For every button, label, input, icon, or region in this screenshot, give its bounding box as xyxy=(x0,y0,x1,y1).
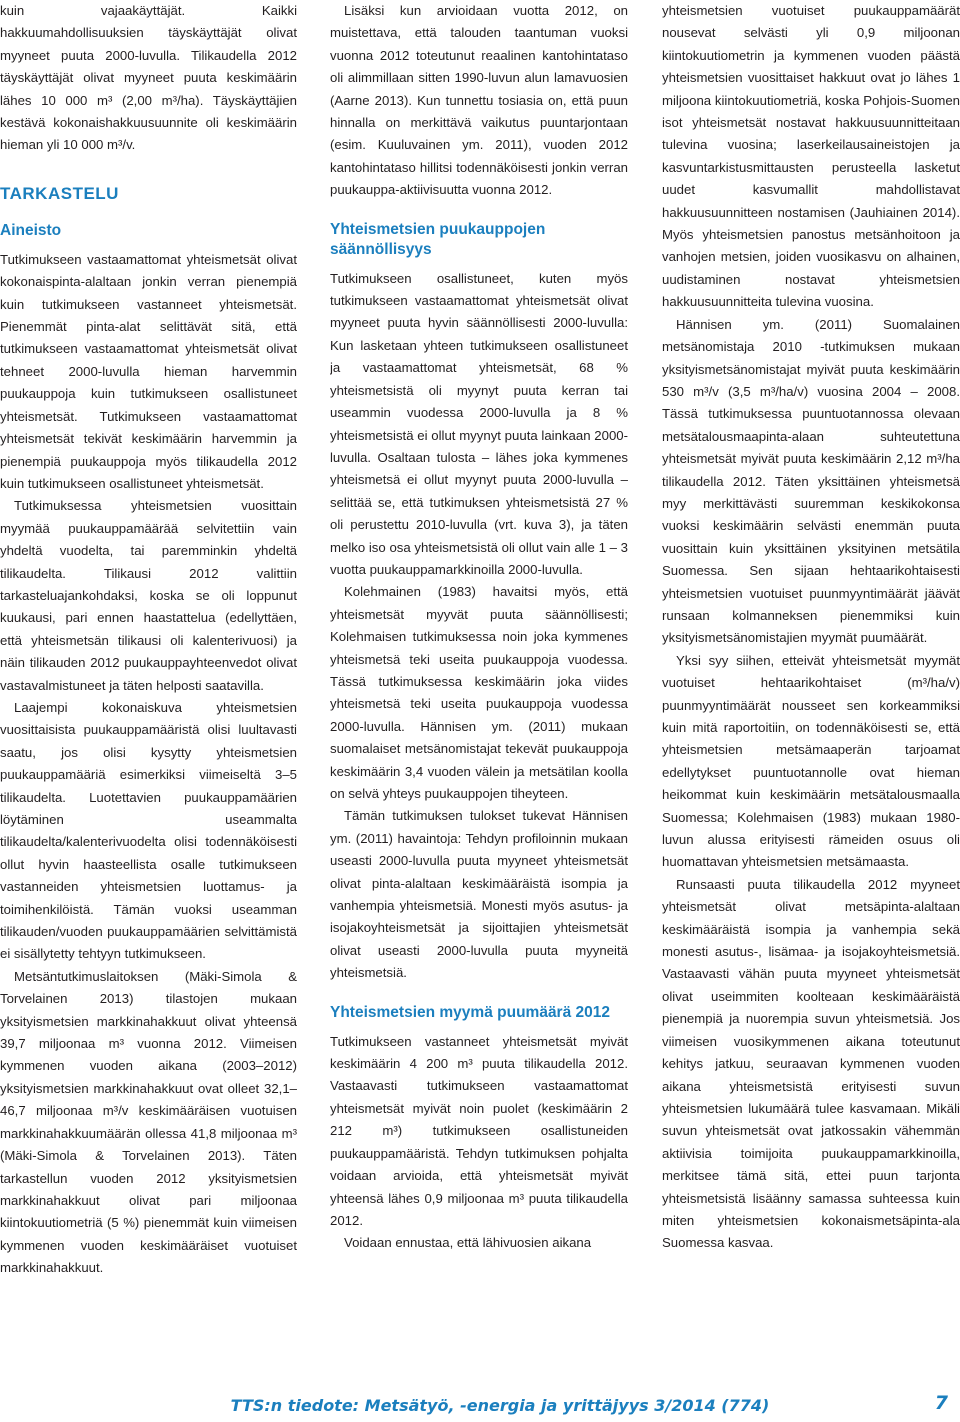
paragraph: Lisäksi kun arvioidaan vuotta 2012, on muistettava, että talouden taantuman vuoksi vuonna 2012 toteutunut reaalinen kantohintataso oli alimmillaan sitten 1990-luvun alun lamavuosien (Aarne 2013). Kun tunnettu tosiasia on, että puun hinnalla on merkittävä vaikutus puuntarjontaan (esim. Kuuluvainen ym. 2011), vuoden 2012 kantohintataso hillitsi todennäköisesti jonkin verran puukauppa-aktiivisuutta vuonna 2012. xyxy=(330,3,628,198)
page-footer xyxy=(0,1390,960,1420)
footer-publication-title: TTS:n tiedote: Metsätyö, -energia ja yrittäjyys 3/2014 (774) xyxy=(230,1396,770,1415)
paragraph: kuin vajaakäyttäjät. Kaikki hakkuumahdollisuuksien täyskäyttäjät olivat myyneet puuta 2000-luvulla. Tilikaudella 2012 täyskäyttäjät olivat myyneet puuta keskimäärin lähes 10 000 m³ (2,00 m³/ha). Täyskäyttäjien kestävä kokonaishakkuusuunnite oli keskimäärin hieman yli 10 000 m³/v. xyxy=(0,3,297,153)
paragraph: Laajempi kokonaiskuva yhteismetsien vuosittaisista puukauppamääristä olisi luultavasti saatu, jos olisi kysytty yhteismetsien puukauppamääriä esimerkiksi viimeiseltä 3–5 tilikaudelta. Luotettavien puukauppamäärien löytäminen useammalta tilikaudelta/kalenterivuodelta olisi todennäköisesti ollut hyvin haasteellista osalle tutkimukseen vastanneiden yhteismetsien luottamus- ja toimihenkilöistä. Tämän vuoksi useamman tilikauden/vuoden puukauppamäärien selvittämistä ei sisällytetty tehtyyn tutkimukseen. xyxy=(0,699,297,962)
subheading-puumaara: Yhteismetsien myymä puumäärä 2012 xyxy=(330,1003,610,1021)
paragraph: Kolehmainen (1983) havaitsi myös, että yhteismetsät myyvät puuta säännöllisesti; Kolehmaisen tutkimuksessa noin joka kymmenes yhteismetsä teki useita puukauppoja vuodessa. Tässä tutkimuksessa keskimäärin joka viides yhteismetsä teki useita puukauppoja vuodessa 2000-luvulla. Hännisen ym. (2011) mukaan suomalaiset metsänomistajat tekevät puukauppoja keskimäärin 3,4 vuoden välein ja metsätilan koolla on selvä yhteys puukauppojen tiheyteen. xyxy=(330,584,628,801)
page-number: 7 xyxy=(934,1392,948,1414)
paragraph: Tutkimukseen vastanneet yhteismetsät myivät keskimäärin 4 200 m³ puuta tilikaudella 2012. Vastaavasti tutkimukseen vastaamattomat yhteismetsät myivät noin puolet (keskimäärin 2 212 m³) tutkimukseen osallistuneiden puukauppamääristä. Tehdyn tutkimuksen pohjalta voidaan arvioida, että yhteismetsät myivät yhteensä lähes 0,9 miljoonaa m³ puuta tilikaudella 2012. xyxy=(330,1033,628,1228)
text-column-2 xyxy=(330,0,628,1340)
paragraph: Hännisen ym. (2011) Suomalainen metsänomistaja 2010 -tutkimuksen mukaan yksityismetsänomistajat myivät puuta keskimäärin 530 m³/v (3,5 m³/ha/v) vuosina 2004 – 2008. Tässä tutkimuksessa puuntuotannossa olevaan metsätalousmaapinta-alaan suhteutettuna yhteismetsät myivät puuta keskimäärin 2,12 m³/ha tilikaudella 2012. Täten yksittäinen yhteismetsä myy merkittävästi suuremman keskikokonsa vuoksi keskimäärin selvästi enemmän puuta vuosittain kuin yksittäinen yksityinen metsätila Suomessa. Sen sijaan hehtaarikohtaisesti yhteismetsien vuotuiset puunmyyntimäärät jäävät runsaan kolmanneksen pienemmiksi kuin yksityismetsänomistajien myymät puumäärät. xyxy=(662,316,960,646)
paragraph: Voidaan ennustaa, että lähivuosien aikana xyxy=(344,1235,592,1251)
paragraph: Metsäntutkimuslaitoksen (Mäki-Simola & Torvelainen 2013) tilastojen mukaan yksityismetsien markkinahakkuut olivat yhteensä 39,7 miljoonaa m³ vuonna 2012. Viimeisen kymmenen vuoden aikana (2003–2012) yksityismetsien markkinahakkuut ovat olleet 32,1–46,7 miljoonaa m³/v keskimääräisen vuotuisen markkinahakkuumäärän ollessa 41,8 miljoonaa m³ (Mäki-Simola & Torvelainen 2013). Täten tarkastellun vuoden 2012 yksityismetsien markkinahakkuut olivat pari miljoonaa kiintokuutiometriä (5 %) pienemmät kuin viimeisen kymmenen vuoden keskimääräiset vuotuiset markkinahakkuut. xyxy=(0,968,297,1276)
paragraph: Tutkimukseen vastaamattomat yhteismetsät olivat kokonaispinta-alaltaan jonkin verran pienempiä kuin tutkimukseen vastanneet yhteismetsät. Pienemmät pinta-alat selittävät sitä, että tutkimukseen vastaamattomat yhteismetsät olivat tehneet 2000-luvulla hieman harvemmin puukauppoja kuin tutkimukseen osallistuneet yhteismetsät. Tutkimukseen vastaamattomat yhteismetsät tekivät keskimäärin harvemmin ja pienempiä puukauppoja myös tilikaudella 2012 kuin tutkimukseen osallistuneet yhteismetsät. xyxy=(0,251,297,491)
subheading-aineisto: Aineisto xyxy=(0,221,62,239)
paragraph: yhteismetsien vuotuiset puukauppamäärät nousevat selvästi yli 0,9 miljoonan kiintokuutiometrin ja kymmenen vuoden päästä yhteismetsien vuosittaiset hakkuut ovat jo lähes 1 miljoona kiintokuutiometriä, koska Pohjois-Suomen isot yhteismetsät nostavat hakkuusuunnitteitaan tulevina vuosina; laserkeilausaineistojen ja kasvuntarkistusmittausten perusteella lasketut uudet kasvumallit mahdollistavat hakkuusuunnitteen nostamisen (Jauhiainen 2014). Myös yhteismetsien panostus metsänhoitoon ja vanhojen metsien, joiden vuosikasvu on alhainen, uudistaminen nostavat yhteismetsien hakkuusuunnitteita tulevina vuosina. xyxy=(662,3,960,310)
paragraph: Runsaasti puuta tilikaudella 2012 myyneet yhteismetsät olivat metsäpinta-alaltaan keskimääräistä isompia ja vanhempia sekä monesti asutus-, lisämaa- ja isojakoyhteismetsiä. Vastaavasti vähän puuta myyneet yhteismetsät olivat useimmiten koolteaan keskimääräistä pienempiä ja nuorempia suvun yhteismetsiä. Jos viimeisen vuosikymmenen aikana toteutunut kehitys jatkuu, seuraavan kymmenen vuoden aikana yhteismetsistä erityisesti suvun yhteismetsien lukumäärä tulee kasvamaan. Mikäli suvun yhteismetsät ovat jatkossakin vähemmän aktiivisia toimijoita puukauppamarkkinoilla, merkitsee tämä sitä, ettei puun tarjonta yhteismetsistä lisäänny samassa suhteessa kuin miten yhteismetsien kokonaismetsäpinta-ala Suomessa kasvaa. xyxy=(662,876,960,1251)
paragraph: Tutkimukseen osallistuneet, kuten myös tutkimukseen vastaamattomat yhteismetsät olivat myyneet puuta hyvin säännöllisesti 2000-luvulla: Kun lasketaan yhteen tutkimukseen osallistuneet ja vastaamattomat yhteismetsät, 68 % yhteismetsistä oli myynyt puuta kerran tai useammin vuodessa 2000-luvulla ja 8 % yhteismetsistä ei ollut myynyt puuta lainkaan 2000-luvulla. Osaltaan tulosta – lähes joka kymmenes yhteismetsä ei ollut myynyt puuta 2000-luvulla – selittää se, että tutkimuksen yhteismetsistä 27 % oli perustettu 2010-luvulla (vrt. kuva 3), ja täten melko iso osa yhteismetsistä oli ollut vain alle 1 – 3 vuotta puukauppamarkkinoilla 2000-luvulla. xyxy=(330,270,628,577)
subheading-saannollisyys: Yhteismetsien puukauppojen säännöllisyys xyxy=(330,220,546,258)
paragraph: Tutkimuksessa yhteismetsien vuosittain myymää puukauppamäärää selvitettiin vain yhdeltä vuodelta, tai paremminkin yhdeltä tilikaudelta. Tilikausi 2012 valittiin tarkasteluajankohdaksi, koska se oli loppunut kuukausi, pari ennen haastattelua (edellyttäen, että yhteismetsän tilikausi oli kalenterivuosi) ja näin tilikauden 2012 puukauppayhteenvedot olivat vastavalmistuneet ja täten helposti saatavilla. xyxy=(0,498,297,693)
text-column-1 xyxy=(0,0,297,1340)
section-heading-tarkastelu: TARKASTELU xyxy=(0,183,119,203)
paragraph: Yksi syy siihen, etteivät yhteismetsät myymät vuotuiset hehtaarikohtaiset (m³/ha/v) puunmyyntimäärät nousseet sen korkeammiksi kuin mitä raportoitiin, on todennäköisesti se, että yhteismetsien metsämaaperän tarjoamat edellytykset puuntuotannolle ovat hieman heikommat kuin keskimäärin metsätalousmaalla Suomessa; Kolehmaisen (1983) mukaan 1980-luvun alussa erityisesti rämeiden osuus oli huomattavan yhteismetsien metsämaasta. xyxy=(662,652,960,870)
paragraph: Tämän tutkimuksen tulokset tukevat Hännisen ym. (2011) havaintoja: Tehdyn profiloinnin mukaan useasti 2000-luvulla puuta myyneet yhteismetsät olivat pinta-alaltaan keskimääräistä isompia ja vanhempia yhteismetsiä. Monesti myös asutus- ja isojakoyhteismetsät ja sijoittajien yhteismetsät olivat useasti 2000-luvulla puuta myyneitä yhteismetsiä. xyxy=(330,808,628,981)
text-column-3 xyxy=(662,0,960,1340)
